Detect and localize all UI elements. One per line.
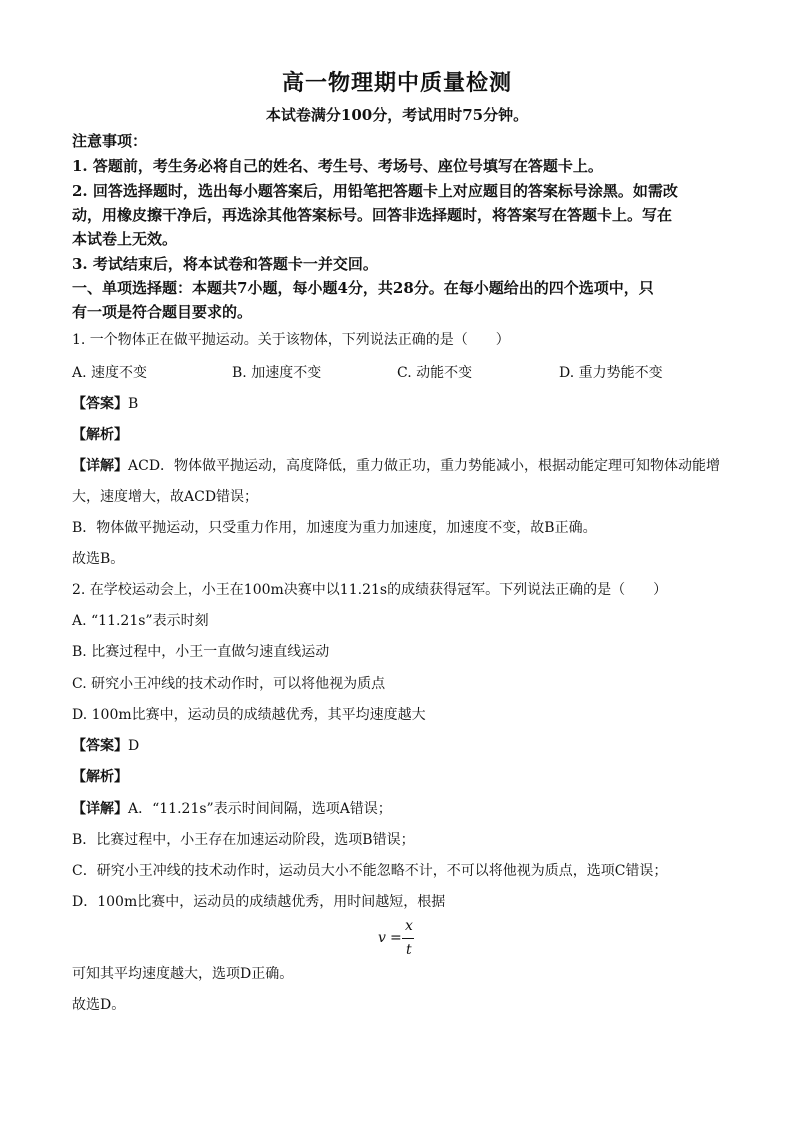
answer-tag: 【答案】 (72, 738, 128, 754)
question-1-analysis-tag: 【解析】 (72, 427, 128, 443)
option-d: D. 100m比赛中，运动员的成绩越优秀，其平均速度越大 (72, 707, 426, 723)
question-2-stem: 2. 在学校运动会上，小王在100m决赛中以11.21s的成绩获得冠军。下列说法正确的是（ ） (72, 582, 668, 598)
question-2-detail-line: B．比赛过程中，小王存在加速运动阶段，选项B错误； (72, 832, 415, 848)
formula-lhs: v (378, 930, 386, 946)
question-2-detail-line: C．研究小王冲线的技术动作时，运动员大小不能忽略不计，不可以将他视为质点，选项C错误； (72, 863, 668, 879)
question-1-answer (72, 393, 732, 415)
question-2-detail (72, 798, 732, 820)
fraction-bar (402, 938, 414, 939)
question-1-options (72, 362, 732, 384)
page-title: 高一物理期中质量检测 (281, 70, 512, 96)
formula-denominator: t (406, 942, 412, 958)
question-2-detail-line: D．100m比赛中，运动员的成绩越优秀，用时间越短，根据 (72, 894, 446, 910)
option-d: D. 重力势能不变 (559, 365, 663, 381)
option-c: C. 研究小王冲线的技术动作时，可以将他视为质点 (72, 676, 386, 692)
notes-heading: 注意事项： (72, 132, 148, 150)
question-1-detail (72, 455, 732, 477)
note-item: 2. 回答选择题时，选出每小题答案后，用铅笔把答题卡上对应题目的答案标号涂黑。如需改 (72, 182, 678, 200)
option-b: B. 比赛过程中，小王一直做匀速直线运动 (72, 644, 330, 660)
detail-text: ACD．物体做平抛运动，高度降低，重力做正功，重力势能减小，根据动能定理可知物体动能增 (128, 458, 721, 474)
note-item: 1. 答题前，考生务必将自己的姓名、考生号、考场号、座位号填写在答题卡上。 (72, 157, 603, 175)
note-item: 3. 考试结束后，将本试卷和答题卡一并交回。 (72, 255, 378, 273)
option-c: C. 动能不变 (397, 365, 473, 381)
question-1-detail-line: 大，速度增大，故ACD错误； (72, 489, 259, 505)
question-2-detail-line: 可知其平均速度越大，选项D正确。 (72, 966, 294, 982)
option-b: B. 加速度不变 (232, 365, 322, 381)
detail-text: A．“11.21s”表示时间间隔，选项A错误； (128, 801, 392, 817)
velocity-formula (378, 920, 438, 960)
note-item: 本试卷上无效。 (72, 230, 178, 248)
formula-numerator: x (405, 918, 413, 934)
detail-tag: 【详解】 (72, 801, 128, 817)
question-2-conclusion: 故选D。 (72, 997, 126, 1013)
question-2-analysis-tag: 【解析】 (72, 769, 128, 785)
answer-value: D (128, 738, 140, 754)
answer-tag: 【答案】 (72, 396, 128, 412)
note-item: 动，用橡皮擦干净后，再选涂其他答案标号。回答非选择题时，将答案写在答题卡上。写在 (72, 206, 673, 224)
detail-tag: 【详解】 (72, 458, 128, 474)
answer-value: B (128, 396, 139, 412)
section-heading: 一、单项选择题：本题共7小题，每小题4分，共28分。在每小题给出的四个选项中，只 (72, 279, 654, 297)
question-2-answer (72, 735, 732, 757)
page-subtitle: 本试卷满分100分，考试用时75分钟。 (265, 106, 529, 124)
option-a: A. 速度不变 (72, 365, 148, 381)
formula-equals: = (390, 930, 402, 946)
question-1-conclusion: 故选B。 (72, 551, 125, 567)
question-1-detail-line: B．物体做平抛运动，只受重力作用，加速度为重力加速度，加速度不变，故B正确。 (72, 520, 597, 536)
option-a: A. “11.21s”表示时刻 (72, 613, 209, 629)
section-heading-cont: 有一项是符合题目要求的。 (72, 303, 253, 321)
question-1-stem: 1. 一个物体正在做平抛运动。关于该物体，下列说法正确的是（ ） (72, 332, 510, 348)
